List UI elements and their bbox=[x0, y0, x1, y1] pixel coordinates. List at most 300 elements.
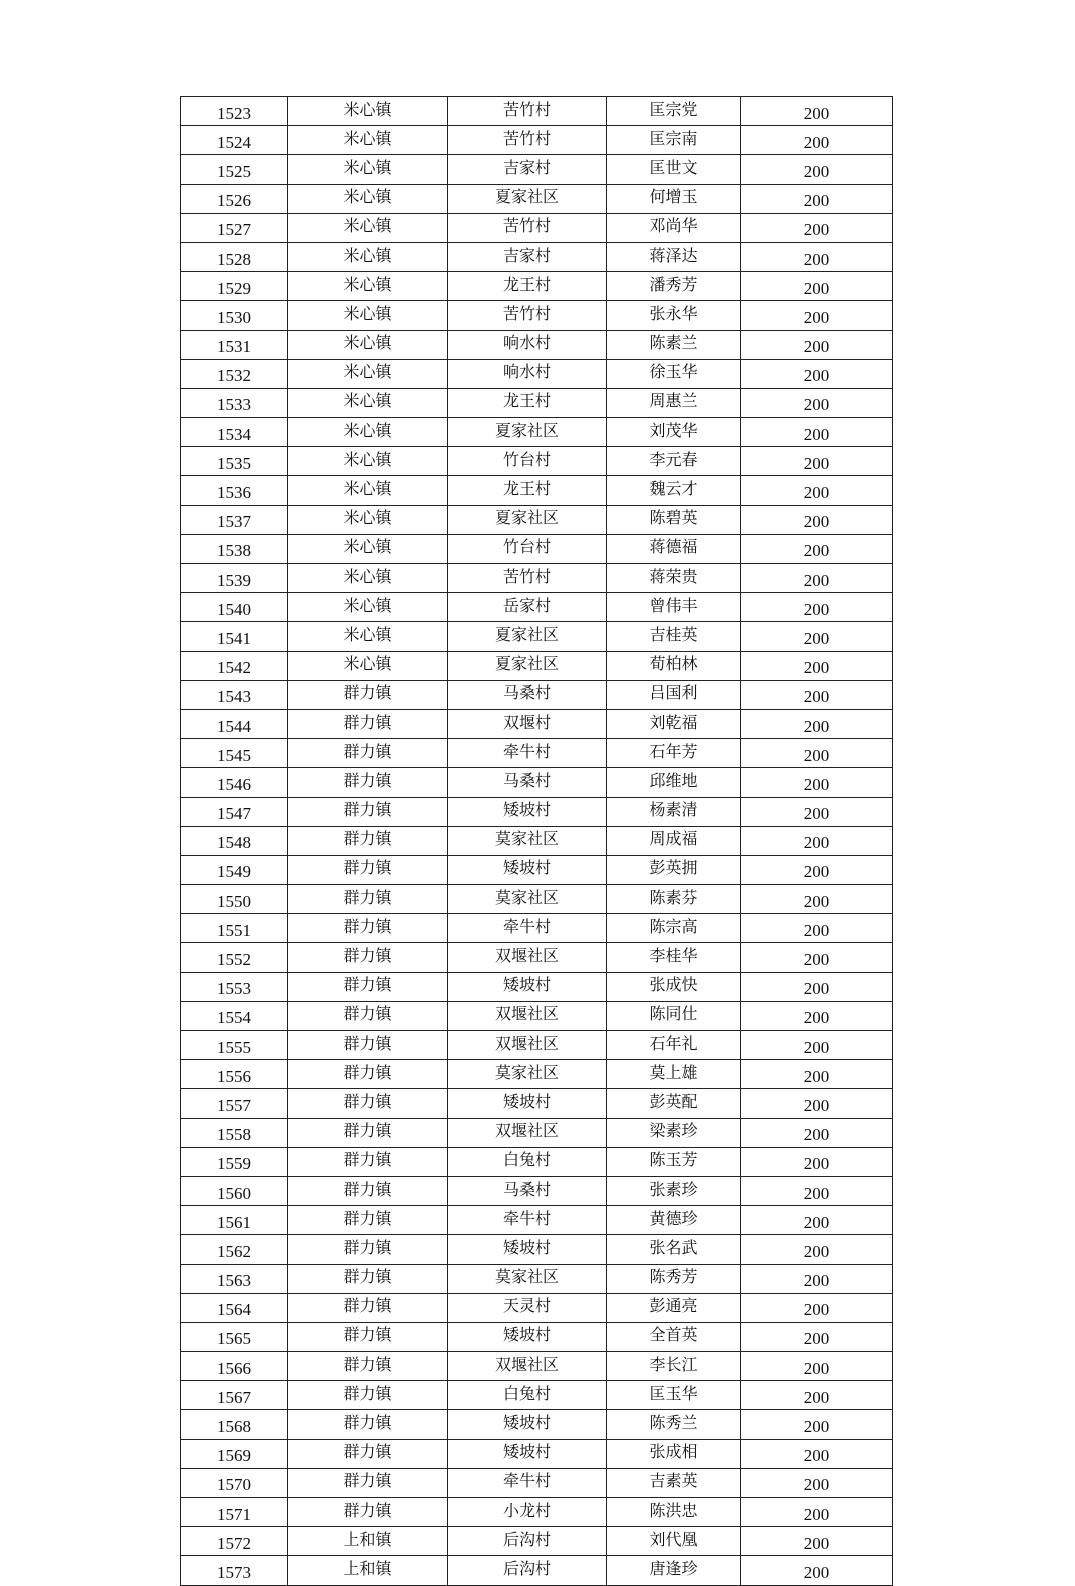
table-row bbox=[181, 593, 893, 622]
town-cell: 米心镇 bbox=[288, 242, 448, 271]
name-cell: 周成福 bbox=[607, 826, 741, 855]
table-row bbox=[181, 1498, 893, 1527]
seq-number-cell: 1526 bbox=[181, 184, 288, 213]
town-cell: 群力镇 bbox=[288, 1410, 448, 1439]
seq-number-cell: 1571 bbox=[181, 1498, 288, 1527]
name-cell: 石年礼 bbox=[607, 1031, 741, 1060]
amount-cell: 200 bbox=[741, 1235, 893, 1264]
amount-cell: 200 bbox=[741, 1089, 893, 1118]
table-row bbox=[181, 1206, 893, 1235]
amount-cell: 200 bbox=[741, 1118, 893, 1147]
table-row bbox=[181, 1293, 893, 1322]
name-cell: 彭英配 bbox=[607, 1089, 741, 1118]
village-cell: 牵牛村 bbox=[448, 1468, 607, 1497]
amount-cell: 200 bbox=[741, 1001, 893, 1030]
town-cell: 米心镇 bbox=[288, 418, 448, 447]
town-cell: 米心镇 bbox=[288, 622, 448, 651]
village-cell: 双堰村 bbox=[448, 709, 607, 738]
name-cell: 吉桂英 bbox=[607, 622, 741, 651]
village-cell: 吉家村 bbox=[448, 242, 607, 271]
name-cell: 李元春 bbox=[607, 447, 741, 476]
amount-cell: 200 bbox=[741, 1322, 893, 1351]
town-cell: 群力镇 bbox=[288, 1147, 448, 1176]
name-cell: 匡世文 bbox=[607, 155, 741, 184]
town-cell: 米心镇 bbox=[288, 272, 448, 301]
town-cell: 米心镇 bbox=[288, 155, 448, 184]
town-cell: 米心镇 bbox=[288, 447, 448, 476]
village-cell: 矮坡村 bbox=[448, 855, 607, 884]
amount-cell: 200 bbox=[741, 564, 893, 593]
town-cell: 群力镇 bbox=[288, 914, 448, 943]
village-cell: 双堰社区 bbox=[448, 1352, 607, 1381]
town-cell: 群力镇 bbox=[288, 1264, 448, 1293]
data-table bbox=[180, 96, 893, 1586]
table-row bbox=[181, 184, 893, 213]
table-row bbox=[181, 1439, 893, 1468]
amount-cell: 200 bbox=[741, 593, 893, 622]
village-cell: 马桑村 bbox=[448, 1176, 607, 1205]
amount-cell: 200 bbox=[741, 155, 893, 184]
table-row bbox=[181, 1235, 893, 1264]
seq-number-cell: 1552 bbox=[181, 943, 288, 972]
table-row bbox=[181, 943, 893, 972]
amount-cell: 200 bbox=[741, 1147, 893, 1176]
table-row bbox=[181, 213, 893, 242]
seq-number-cell: 1546 bbox=[181, 768, 288, 797]
table-row bbox=[181, 1118, 893, 1147]
table-row bbox=[181, 1527, 893, 1556]
seq-number-cell: 1541 bbox=[181, 622, 288, 651]
amount-cell: 200 bbox=[741, 622, 893, 651]
amount-cell: 200 bbox=[741, 1439, 893, 1468]
name-cell: 匡玉华 bbox=[607, 1381, 741, 1410]
table-row bbox=[181, 1147, 893, 1176]
table-row bbox=[181, 855, 893, 884]
seq-number-cell: 1569 bbox=[181, 1439, 288, 1468]
seq-number-cell: 1550 bbox=[181, 885, 288, 914]
amount-cell: 200 bbox=[741, 826, 893, 855]
name-cell: 梁素珍 bbox=[607, 1118, 741, 1147]
amount-cell: 200 bbox=[741, 272, 893, 301]
town-cell: 群力镇 bbox=[288, 768, 448, 797]
village-cell: 矮坡村 bbox=[448, 1322, 607, 1351]
amount-cell: 200 bbox=[741, 680, 893, 709]
village-cell: 矮坡村 bbox=[448, 797, 607, 826]
table-row bbox=[181, 1468, 893, 1497]
name-cell: 曾伟丰 bbox=[607, 593, 741, 622]
amount-cell: 200 bbox=[741, 768, 893, 797]
table-row bbox=[181, 272, 893, 301]
amount-cell: 200 bbox=[741, 651, 893, 680]
table-row bbox=[181, 1089, 893, 1118]
village-cell: 竹台村 bbox=[448, 534, 607, 563]
seq-number-cell: 1567 bbox=[181, 1381, 288, 1410]
village-cell: 苦竹村 bbox=[448, 564, 607, 593]
amount-cell: 200 bbox=[741, 97, 893, 126]
table-row bbox=[181, 388, 893, 417]
seq-number-cell: 1548 bbox=[181, 826, 288, 855]
name-cell: 蒋荣贵 bbox=[607, 564, 741, 593]
amount-cell: 200 bbox=[741, 213, 893, 242]
village-cell: 夏家社区 bbox=[448, 418, 607, 447]
amount-cell: 200 bbox=[741, 943, 893, 972]
table-row bbox=[181, 359, 893, 388]
name-cell: 张素珍 bbox=[607, 1176, 741, 1205]
village-cell: 双堰社区 bbox=[448, 1001, 607, 1030]
name-cell: 彭通亮 bbox=[607, 1293, 741, 1322]
name-cell: 张成快 bbox=[607, 972, 741, 1001]
name-cell: 邓尚华 bbox=[607, 213, 741, 242]
table-row bbox=[181, 564, 893, 593]
town-cell: 米心镇 bbox=[288, 301, 448, 330]
name-cell: 黄德珍 bbox=[607, 1206, 741, 1235]
table-row bbox=[181, 242, 893, 271]
town-cell: 群力镇 bbox=[288, 797, 448, 826]
seq-number-cell: 1562 bbox=[181, 1235, 288, 1264]
town-cell: 群力镇 bbox=[288, 1089, 448, 1118]
town-cell: 米心镇 bbox=[288, 213, 448, 242]
table-row bbox=[181, 1352, 893, 1381]
table-row bbox=[181, 768, 893, 797]
table-row bbox=[181, 739, 893, 768]
seq-number-cell: 1549 bbox=[181, 855, 288, 884]
name-cell: 陈同仕 bbox=[607, 1001, 741, 1030]
name-cell: 陈素芬 bbox=[607, 885, 741, 914]
seq-number-cell: 1568 bbox=[181, 1410, 288, 1439]
seq-number-cell: 1524 bbox=[181, 126, 288, 155]
seq-number-cell: 1530 bbox=[181, 301, 288, 330]
town-cell: 群力镇 bbox=[288, 1001, 448, 1030]
amount-cell: 200 bbox=[741, 972, 893, 1001]
table-row bbox=[181, 797, 893, 826]
name-cell: 刘茂华 bbox=[607, 418, 741, 447]
village-cell: 夏家社区 bbox=[448, 622, 607, 651]
name-cell: 彭英拥 bbox=[607, 855, 741, 884]
town-cell: 群力镇 bbox=[288, 1468, 448, 1497]
seq-number-cell: 1563 bbox=[181, 1264, 288, 1293]
seq-number-cell: 1531 bbox=[181, 330, 288, 359]
name-cell: 李长江 bbox=[607, 1352, 741, 1381]
seq-number-cell: 1566 bbox=[181, 1352, 288, 1381]
village-cell: 矮坡村 bbox=[448, 1439, 607, 1468]
town-cell: 群力镇 bbox=[288, 972, 448, 1001]
village-cell: 响水村 bbox=[448, 359, 607, 388]
name-cell: 匡宗党 bbox=[607, 97, 741, 126]
table-row bbox=[181, 447, 893, 476]
name-cell: 吉素英 bbox=[607, 1468, 741, 1497]
amount-cell: 200 bbox=[741, 1468, 893, 1497]
amount-cell: 200 bbox=[741, 1293, 893, 1322]
name-cell: 魏云才 bbox=[607, 476, 741, 505]
village-cell: 白兔村 bbox=[448, 1381, 607, 1410]
name-cell: 张成相 bbox=[607, 1439, 741, 1468]
village-cell: 双堰社区 bbox=[448, 1118, 607, 1147]
name-cell: 刘乾福 bbox=[607, 709, 741, 738]
name-cell: 全首英 bbox=[607, 1322, 741, 1351]
table-row bbox=[181, 505, 893, 534]
amount-cell: 200 bbox=[741, 1556, 893, 1585]
village-cell: 后沟村 bbox=[448, 1527, 607, 1556]
name-cell: 邱维地 bbox=[607, 768, 741, 797]
amount-cell: 200 bbox=[741, 301, 893, 330]
town-cell: 群力镇 bbox=[288, 1322, 448, 1351]
name-cell: 陈秀芳 bbox=[607, 1264, 741, 1293]
village-cell: 响水村 bbox=[448, 330, 607, 359]
town-cell: 群力镇 bbox=[288, 1381, 448, 1410]
name-cell: 陈玉芳 bbox=[607, 1147, 741, 1176]
amount-cell: 200 bbox=[741, 1410, 893, 1439]
town-cell: 米心镇 bbox=[288, 564, 448, 593]
village-cell: 天灵村 bbox=[448, 1293, 607, 1322]
name-cell: 匡宗南 bbox=[607, 126, 741, 155]
town-cell: 米心镇 bbox=[288, 505, 448, 534]
seq-number-cell: 1525 bbox=[181, 155, 288, 184]
name-cell: 张永华 bbox=[607, 301, 741, 330]
village-cell: 夏家社区 bbox=[448, 184, 607, 213]
village-cell: 苦竹村 bbox=[448, 301, 607, 330]
seq-number-cell: 1573 bbox=[181, 1556, 288, 1585]
amount-cell: 200 bbox=[741, 1060, 893, 1089]
amount-cell: 200 bbox=[741, 739, 893, 768]
town-cell: 群力镇 bbox=[288, 1118, 448, 1147]
town-cell: 群力镇 bbox=[288, 1439, 448, 1468]
town-cell: 米心镇 bbox=[288, 97, 448, 126]
village-cell: 莫家社区 bbox=[448, 826, 607, 855]
table-row bbox=[181, 709, 893, 738]
town-cell: 群力镇 bbox=[288, 1176, 448, 1205]
town-cell: 群力镇 bbox=[288, 826, 448, 855]
seq-number-cell: 1528 bbox=[181, 242, 288, 271]
name-cell: 刘代凰 bbox=[607, 1527, 741, 1556]
town-cell: 群力镇 bbox=[288, 855, 448, 884]
name-cell: 唐逢珍 bbox=[607, 1556, 741, 1585]
village-cell: 莫家社区 bbox=[448, 1060, 607, 1089]
village-cell: 莫家社区 bbox=[448, 885, 607, 914]
town-cell: 米心镇 bbox=[288, 534, 448, 563]
amount-cell: 200 bbox=[741, 359, 893, 388]
village-cell: 龙王村 bbox=[448, 476, 607, 505]
name-cell: 徐玉华 bbox=[607, 359, 741, 388]
village-cell: 苦竹村 bbox=[448, 97, 607, 126]
seq-number-cell: 1544 bbox=[181, 709, 288, 738]
town-cell: 群力镇 bbox=[288, 680, 448, 709]
amount-cell: 200 bbox=[741, 914, 893, 943]
seq-number-cell: 1554 bbox=[181, 1001, 288, 1030]
village-cell: 岳家村 bbox=[448, 593, 607, 622]
table-row bbox=[181, 1264, 893, 1293]
seq-number-cell: 1553 bbox=[181, 972, 288, 1001]
table-row bbox=[181, 1001, 893, 1030]
seq-number-cell: 1561 bbox=[181, 1206, 288, 1235]
table-row bbox=[181, 534, 893, 563]
village-cell: 矮坡村 bbox=[448, 1410, 607, 1439]
name-cell: 周惠兰 bbox=[607, 388, 741, 417]
town-cell: 群力镇 bbox=[288, 709, 448, 738]
amount-cell: 200 bbox=[741, 1498, 893, 1527]
table-row bbox=[181, 1410, 893, 1439]
amount-cell: 200 bbox=[741, 388, 893, 417]
seq-number-cell: 1534 bbox=[181, 418, 288, 447]
amount-cell: 200 bbox=[741, 505, 893, 534]
amount-cell: 200 bbox=[741, 1206, 893, 1235]
town-cell: 米心镇 bbox=[288, 593, 448, 622]
table-row bbox=[181, 651, 893, 680]
town-cell: 群力镇 bbox=[288, 1235, 448, 1264]
table-row bbox=[181, 1060, 893, 1089]
town-cell: 群力镇 bbox=[288, 1206, 448, 1235]
village-cell: 矮坡村 bbox=[448, 1235, 607, 1264]
name-cell: 陈宗高 bbox=[607, 914, 741, 943]
seq-number-cell: 1536 bbox=[181, 476, 288, 505]
name-cell: 张名武 bbox=[607, 1235, 741, 1264]
village-cell: 白兔村 bbox=[448, 1147, 607, 1176]
village-cell: 夏家社区 bbox=[448, 505, 607, 534]
village-cell: 双堰社区 bbox=[448, 943, 607, 972]
table-row bbox=[181, 1556, 893, 1585]
seq-number-cell: 1560 bbox=[181, 1176, 288, 1205]
seq-number-cell: 1527 bbox=[181, 213, 288, 242]
town-cell: 米心镇 bbox=[288, 476, 448, 505]
name-cell: 何增玉 bbox=[607, 184, 741, 213]
table-row bbox=[181, 885, 893, 914]
table-row bbox=[181, 1176, 893, 1205]
amount-cell: 200 bbox=[741, 534, 893, 563]
amount-cell: 200 bbox=[741, 330, 893, 359]
village-cell: 牵牛村 bbox=[448, 1206, 607, 1235]
town-cell: 群力镇 bbox=[288, 1352, 448, 1381]
seq-number-cell: 1539 bbox=[181, 564, 288, 593]
town-cell: 群力镇 bbox=[288, 739, 448, 768]
seq-number-cell: 1542 bbox=[181, 651, 288, 680]
amount-cell: 200 bbox=[741, 242, 893, 271]
table-row bbox=[181, 301, 893, 330]
amount-cell: 200 bbox=[741, 1176, 893, 1205]
town-cell: 上和镇 bbox=[288, 1527, 448, 1556]
town-cell: 上和镇 bbox=[288, 1556, 448, 1585]
village-cell: 吉家村 bbox=[448, 155, 607, 184]
town-cell: 米心镇 bbox=[288, 330, 448, 359]
town-cell: 群力镇 bbox=[288, 885, 448, 914]
table-row bbox=[181, 155, 893, 184]
table-row bbox=[181, 418, 893, 447]
name-cell: 陈碧英 bbox=[607, 505, 741, 534]
seq-number-cell: 1559 bbox=[181, 1147, 288, 1176]
town-cell: 群力镇 bbox=[288, 1293, 448, 1322]
seq-number-cell: 1543 bbox=[181, 680, 288, 709]
village-cell: 龙王村 bbox=[448, 272, 607, 301]
name-cell: 蒋德福 bbox=[607, 534, 741, 563]
town-cell: 群力镇 bbox=[288, 1498, 448, 1527]
seq-number-cell: 1555 bbox=[181, 1031, 288, 1060]
amount-cell: 200 bbox=[741, 476, 893, 505]
amount-cell: 200 bbox=[741, 1381, 893, 1410]
village-cell: 苦竹村 bbox=[448, 213, 607, 242]
village-cell: 牵牛村 bbox=[448, 739, 607, 768]
seq-number-cell: 1529 bbox=[181, 272, 288, 301]
table-row bbox=[181, 126, 893, 155]
seq-number-cell: 1564 bbox=[181, 1293, 288, 1322]
seq-number-cell: 1537 bbox=[181, 505, 288, 534]
name-cell: 荀柏林 bbox=[607, 651, 741, 680]
village-cell: 夏家社区 bbox=[448, 651, 607, 680]
village-cell: 马桑村 bbox=[448, 768, 607, 797]
seq-number-cell: 1565 bbox=[181, 1322, 288, 1351]
village-cell: 双堰社区 bbox=[448, 1031, 607, 1060]
seq-number-cell: 1556 bbox=[181, 1060, 288, 1089]
seq-number-cell: 1540 bbox=[181, 593, 288, 622]
name-cell: 陈素兰 bbox=[607, 330, 741, 359]
town-cell: 米心镇 bbox=[288, 388, 448, 417]
table-row bbox=[181, 826, 893, 855]
seq-number-cell: 1523 bbox=[181, 97, 288, 126]
name-cell: 陈洪忠 bbox=[607, 1498, 741, 1527]
name-cell: 莫上雄 bbox=[607, 1060, 741, 1089]
name-cell: 杨素清 bbox=[607, 797, 741, 826]
seq-number-cell: 1547 bbox=[181, 797, 288, 826]
seq-number-cell: 1557 bbox=[181, 1089, 288, 1118]
table-row bbox=[181, 622, 893, 651]
table-row bbox=[181, 1381, 893, 1410]
village-cell: 苦竹村 bbox=[448, 126, 607, 155]
village-cell: 马桑村 bbox=[448, 680, 607, 709]
village-cell: 矮坡村 bbox=[448, 1089, 607, 1118]
table-row bbox=[181, 1031, 893, 1060]
seq-number-cell: 1572 bbox=[181, 1527, 288, 1556]
village-cell: 牵牛村 bbox=[448, 914, 607, 943]
amount-cell: 200 bbox=[741, 709, 893, 738]
amount-cell: 200 bbox=[741, 1527, 893, 1556]
name-cell: 蒋泽达 bbox=[607, 242, 741, 271]
village-cell: 竹台村 bbox=[448, 447, 607, 476]
seq-number-cell: 1535 bbox=[181, 447, 288, 476]
name-cell: 石年芳 bbox=[607, 739, 741, 768]
town-cell: 米心镇 bbox=[288, 184, 448, 213]
town-cell: 米心镇 bbox=[288, 359, 448, 388]
seq-number-cell: 1538 bbox=[181, 534, 288, 563]
amount-cell: 200 bbox=[741, 1031, 893, 1060]
town-cell: 群力镇 bbox=[288, 1060, 448, 1089]
amount-cell: 200 bbox=[741, 885, 893, 914]
seq-number-cell: 1551 bbox=[181, 914, 288, 943]
amount-cell: 200 bbox=[741, 418, 893, 447]
village-cell: 后沟村 bbox=[448, 1556, 607, 1585]
village-cell: 莫家社区 bbox=[448, 1264, 607, 1293]
table-row bbox=[181, 680, 893, 709]
amount-cell: 200 bbox=[741, 447, 893, 476]
seq-number-cell: 1532 bbox=[181, 359, 288, 388]
town-cell: 群力镇 bbox=[288, 943, 448, 972]
seq-number-cell: 1545 bbox=[181, 739, 288, 768]
town-cell: 群力镇 bbox=[288, 1031, 448, 1060]
amount-cell: 200 bbox=[741, 1352, 893, 1381]
name-cell: 潘秀芳 bbox=[607, 272, 741, 301]
name-cell: 李桂华 bbox=[607, 943, 741, 972]
table-body bbox=[181, 97, 893, 1586]
village-cell: 小龙村 bbox=[448, 1498, 607, 1527]
seq-number-cell: 1558 bbox=[181, 1118, 288, 1147]
town-cell: 米心镇 bbox=[288, 126, 448, 155]
amount-cell: 200 bbox=[741, 855, 893, 884]
table-row bbox=[181, 476, 893, 505]
amount-cell: 200 bbox=[741, 797, 893, 826]
name-cell: 吕国利 bbox=[607, 680, 741, 709]
seq-number-cell: 1570 bbox=[181, 1468, 288, 1497]
table-row bbox=[181, 1322, 893, 1351]
seq-number-cell: 1533 bbox=[181, 388, 288, 417]
table-row bbox=[181, 97, 893, 126]
name-cell: 陈秀兰 bbox=[607, 1410, 741, 1439]
village-cell: 矮坡村 bbox=[448, 972, 607, 1001]
